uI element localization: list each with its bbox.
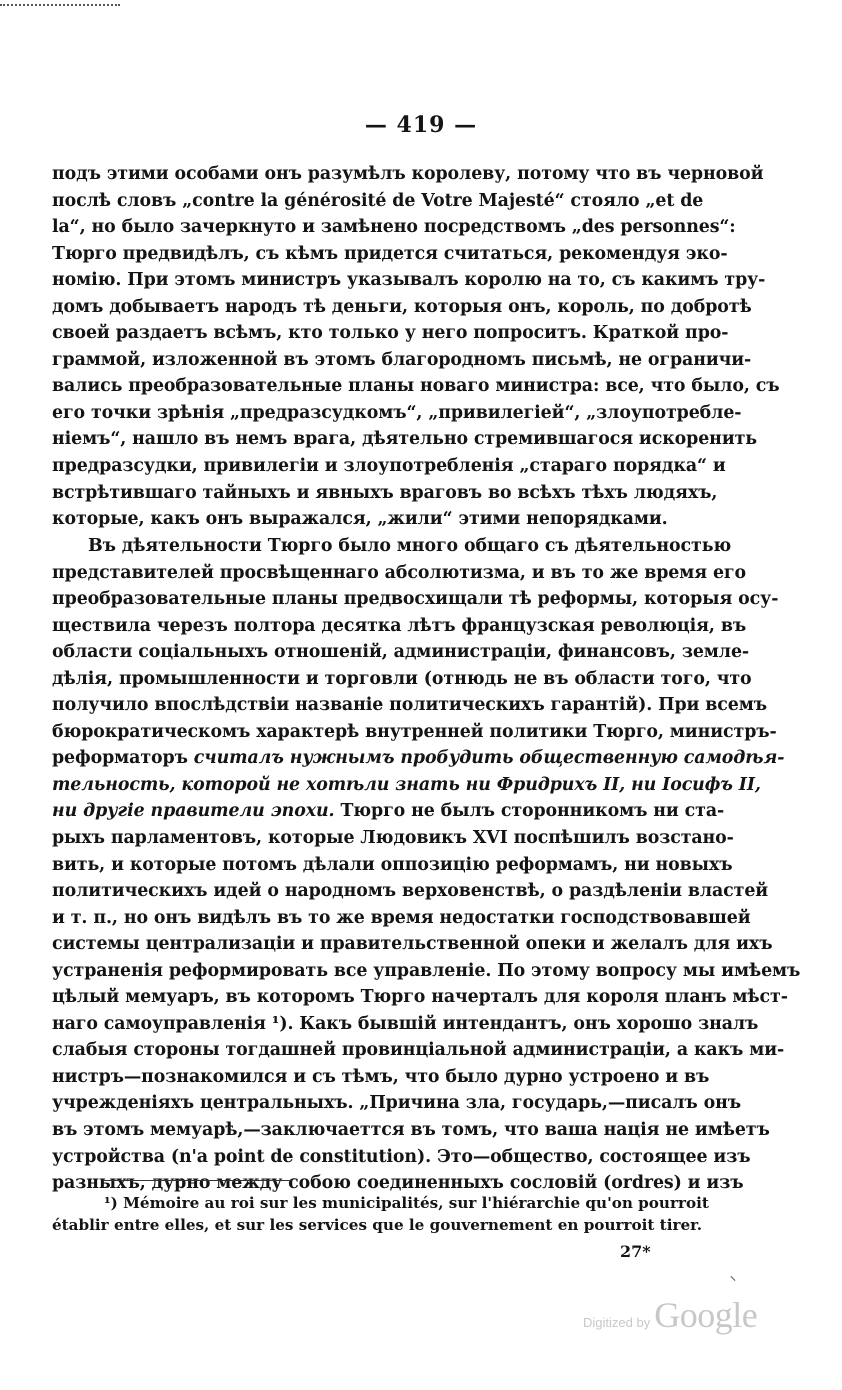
text-line: рыхъ парламентовъ, которые Людовикъ XVI поспѣшилъ возстано- [52,828,734,849]
text-line: домъ добываетъ народъ тѣ деньги, которыя онъ, король, по добротѣ [52,296,752,317]
text-span: Тюрго не былъ сторонникомъ ни ста- [334,801,725,822]
page-number: — 419 — [364,112,478,138]
footnote-line: établir entre elles, et sur les services que le gouvernement en pourroit tirer. [52,1216,703,1234]
text-line: которые, какъ онъ выражался, „жили“ этими непорядками. [52,509,668,530]
text-line: преобразовательные планы предвосхищали тѣ реформы, которыя осу- [52,589,779,610]
text-line: тельность, которой не хотѣли знать ни Фридрихъ II, ни Іосифъ II, [52,774,761,795]
italic-span: считалъ нужнымъ пробудить общественную самодѣя- [193,748,785,769]
text-line: политическихъ идей о народномъ верховенствѣ, о раздѣленіи властей [52,881,769,902]
text-line: номію. При этомъ министръ указывалъ королю на то, съ какимъ тру- [52,270,766,291]
text-line: ніемъ“, нашло въ немъ врага, дѣятельно стремившагося искоренить [52,429,757,450]
text-line: области соціальныхъ отношеній, администраціи, финансовъ, земле- [52,642,750,663]
text-line: слабыя стороны тогдашней провинціальной администраціи, а какъ ми- [52,1040,785,1061]
italic-span: ни другіе правители эпохи. [52,801,335,822]
text-line: ществила черезъ полтора десятка лѣтъ французская революція, въ [52,615,747,636]
text-line: разныхъ, дурно между собою соединенныхъ сословій (ordres) и изъ [52,1173,744,1194]
text-line: нистръ—познакомился и съ тѣмъ, что было дурно устроено и въ [52,1066,710,1087]
watermark-google-logo: Google [654,1295,758,1335]
text-line: подъ этими особами онъ разумѣлъ королеву, потому что въ черновой [52,164,764,184]
text-line: вались преобразовательные планы новаго министра: все, что было, съ [52,376,780,397]
text-line: въ этомъ мемуарѣ,—заключаеттся въ томъ, что ваша нація не имѣетъ [52,1120,770,1141]
text-line: получило впослѣдствіи названіе политическихъ гарантій). При всемъ [52,695,767,716]
text-line: цѣлый мемуаръ, въ которомъ Тюрго начерталъ для короля планъ мѣст- [52,987,788,1008]
digitized-by-google-watermark [583,1296,757,1336]
text-line: предразсудки, привилегіи и злоупотребленія „стараго порядка“ и [52,456,726,477]
paragraph-1 [52,161,780,533]
text-line [52,798,725,825]
text-line: la“, но было зачеркнуто и замѣнено посредствомъ „des personnes“: [52,217,736,238]
text-line: устраненія реформировать все управленіе. По этому вопросу мы имѣемъ [52,960,801,981]
top-edge-rule [0,0,120,6]
text-line: встрѣтившаго тайныхъ и явныхъ враговъ во всѣхъ тѣхъ людяхъ, [52,482,718,503]
text-line: своей раздаетъ всѣмъ, кто только у него попроситъ. Краткой про- [52,323,729,344]
text-line: учрежденіяхъ центральныхъ. „Причина зла, государь,—писалъ онъ [52,1093,741,1114]
text-line: и т. п., но онъ видѣлъ въ то же время недостатки господствовавшей [52,907,751,928]
scan-mark [731,1276,736,1281]
text-line: дѣлія, промышленности и торговли (отнюдь не въ области того, что [52,668,752,689]
text-line: представителей просвѣщеннаго абсолютизма, и въ то же время его [52,562,746,583]
text-line: его точки зрѣнія „предразсудкомъ“, „привилегіей“, „злоупотребле- [52,402,742,423]
footnote-divider [104,1180,292,1181]
text-line: бюрократическомъ характерѣ внутренней политики Тюрго, министръ- [52,721,777,742]
watermark-small-text: Digitized by [583,1315,651,1330]
text-span: реформаторъ [52,748,194,769]
text-line: Тюрго предвидѣлъ, съ кѣмъ придется считаться, рекомендуя эко- [52,243,728,264]
text-line: послѣ словъ „contre la générosité de Votre Majesté“ стояло „et de [52,190,704,211]
text-line: граммой, изложенной въ этомъ благородномъ письмѣ, не ограничи- [52,349,752,370]
text-line: вить, и которые потомъ дѣлали оппозицію реформамъ, ни новыхъ [52,854,733,875]
text-line: устройства (n'a point de constitution). Это—общество, состоящее изъ [52,1146,751,1167]
text-line: наго самоуправленія ¹). Какъ бывшій интендантъ, онъ хорошо зналъ [52,1013,759,1034]
footnote-line: ¹) Mémoire au roi sur les municipalités, sur l'hiérarchie qu'on pourroit [104,1194,709,1212]
text-line: системы централизаціи и правительственной опеки и желалъ для ихъ [52,934,773,955]
text-line: Въ дѣятельности Тюрго было много общаго съ дѣятельностью [88,536,732,556]
signature-mark: 27* [620,1242,651,1261]
footnote [52,1192,709,1236]
text-line [52,745,785,772]
paragraph-2 [52,533,801,1197]
